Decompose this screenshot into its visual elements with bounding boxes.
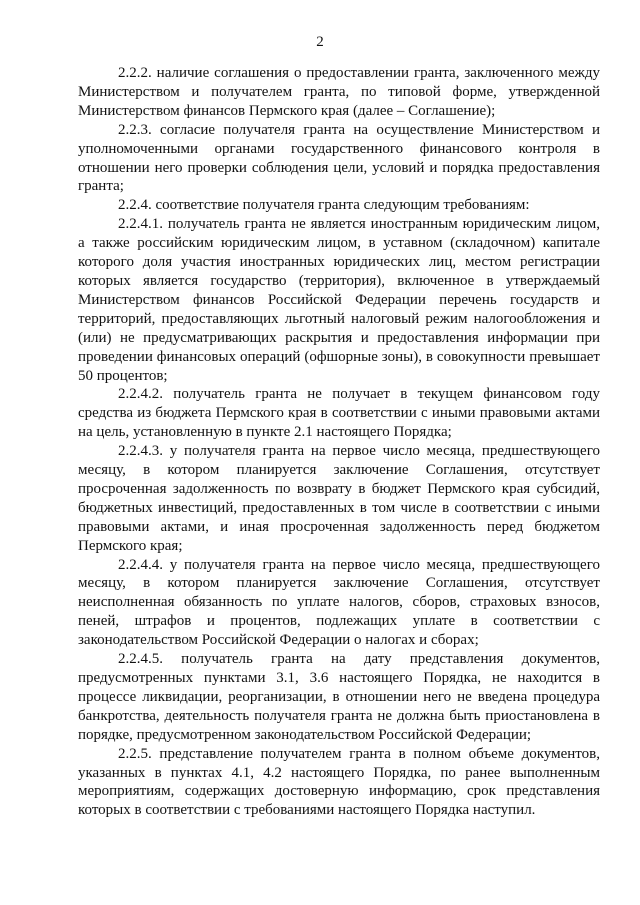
paragraph-2-2-4: 2.2.4. соответствие получателя гранта следующим требованиям: [118,197,530,214]
paragraph-2-2-3: 2.2.3. согласие получателя гранта на осуществление Министерством и уполномоченными органами государственного финансового контроля в отношении него проверки соблюдения цели, условий и порядка предоставления гранта; [78,121,600,195]
paragraph-2-2-4-1: 2.2.4.1. получатель гранта не является иностранным юридическим лицом, а также российским юридическим лицом, в уставном (складочном) капитале которого доля участия иностранных юридических лиц, местом регистрации которых является государство (территория), включенное в утверждаемый Министерством финансов Российской Федерации перечень государств и территорий, предоставляющих льготный налоговый режим налогообложения и (или) не предусматривающих раскрытия и предоставления информации при проведении финансовых операций (офшорные зоны), в совокупности превышает 50 процентов; [78,216,600,384]
page-number: 2 [316,34,324,50]
paragraph-2-2-4-4: 2.2.4.4. у получателя гранта на первое число месяца, предшествующего месяцу, в котором планируется заключение Соглашения, отсутствует неисполненная обязанность по уплате налогов, сборов, страховых взносов, пеней, штрафов и процентов, подлежащих уплате в соответствии с законодательством Российской Федерации о налогах и сборах; [78,556,600,649]
paragraph-2-2-4-2: 2.2.4.2. получатель гранта не получает в текущем финансовом году средства из бюджета Пермского края в соответствии с иными правовыми актами на цель, установленную в пункте 2.1 настоящего Порядка; [78,386,600,441]
document-body [78,64,600,820]
paragraph-2-2-4-5: 2.2.4.5. получатель гранта на дату представления документов, предусмотренных пунктами 3.1, 3.6 настоящего Порядка, не находится в процессе ликвидации, реорганизации, в отношении него не введена процедура банкротства, деятельность получателя гранта не должна быть приостановлена в порядке, предусмотренном законодательством Российской Федерации; [78,651,600,743]
paragraph-2-2-5: 2.2.5. представление получателем гранта в полном объеме документов, указанных в пунктах 4.1, 4.2 настоящего Порядка, по ранее выполненным мероприятиям, содержащих достоверную информацию, срок представления которых в соответствии с требованиями настоящего Порядка наступил. [78,745,600,819]
paragraph-2-2-2: 2.2.2. наличие соглашения о предоставлении гранта, заключенного между Министерством и получателем гранта, по типовой форме, утвержденной Министерством финансов Пермского края (далее – Соглашение); [78,65,600,119]
paragraph-2-2-4-3: 2.2.4.3. у получателя гранта на первое число месяца, предшествующего месяцу, в котором планируется заключение Соглашения, отсутствует просроченная задолженность по возврату в бюджет Пермского края субсидий, бюджетных инвестиций, предоставленных в том числе в соответствии с иными правовыми актами, и иная просроченная задолженность перед бюджетом Пермского края; [78,443,600,554]
